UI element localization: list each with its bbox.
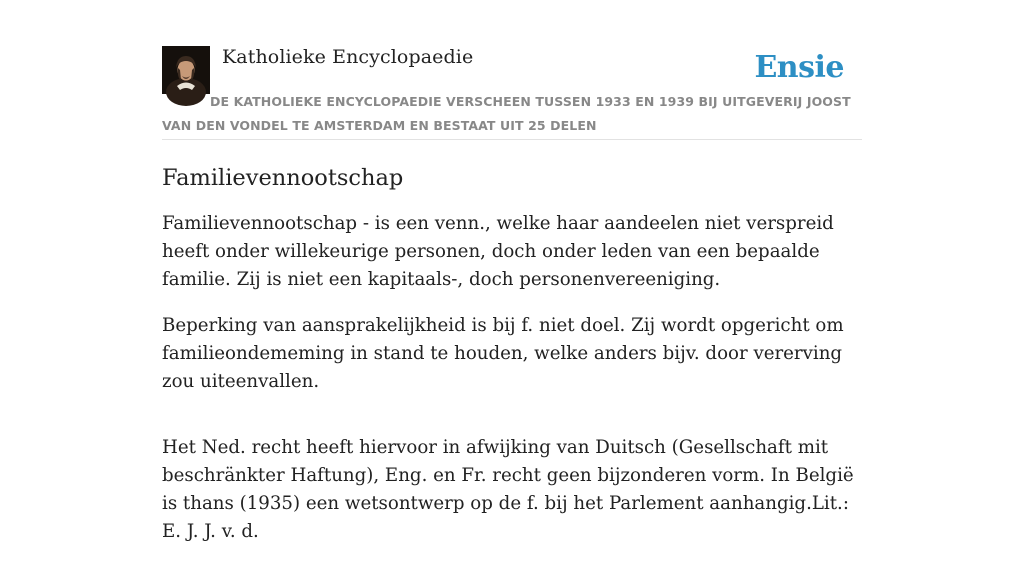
source-subtitle: DE KATHOLIEKE ENCYCLOPAEDIE VERSCHEEN TUSSEN 1933 EN 1939 BIJ UITGEVERIJ JOOST VAN DEN VONDEL TE AMSTERDAM EN BESTAAT UIT 25 DELEN	[162, 94, 851, 133]
entry-paragraph: Beperking van aansprakelijkheid is bij f. niet doel. Zij wordt opgericht om familieondememing in stand te houden, welke anders bijv. door vererving zou uiteenvallen.	[162, 315, 844, 392]
brand-logo[interactable]: Ensie	[754, 50, 844, 85]
portrait-avatar-icon[interactable]	[162, 46, 210, 94]
entry-title: Familievennootschap	[162, 165, 404, 191]
entry-content	[162, 160, 867, 564]
entry-paragraph: Familievennootschap - is een venn., welke haar aandeelen niet verspreid heeft onder willekeurige personen, doch onder leden van een bepaalde familie. Zij is niet een kapitaals-, doch personenvereeniging.	[162, 213, 834, 290]
site-header	[162, 46, 862, 140]
source-title[interactable]: Katholieke Encyclopaedie	[222, 46, 474, 68]
entry-paragraph: Het Ned. recht heeft hiervoor in afwijking van Duitsch (Gesellschaft mit beschränkter Haftung), Eng. en Fr. recht geen bijzonderen vorm. In België is thans (1935) een wetsontwerp op de f. bij het Parlement aanhangig.Lit.: E. J. J. v. d.	[162, 437, 854, 542]
